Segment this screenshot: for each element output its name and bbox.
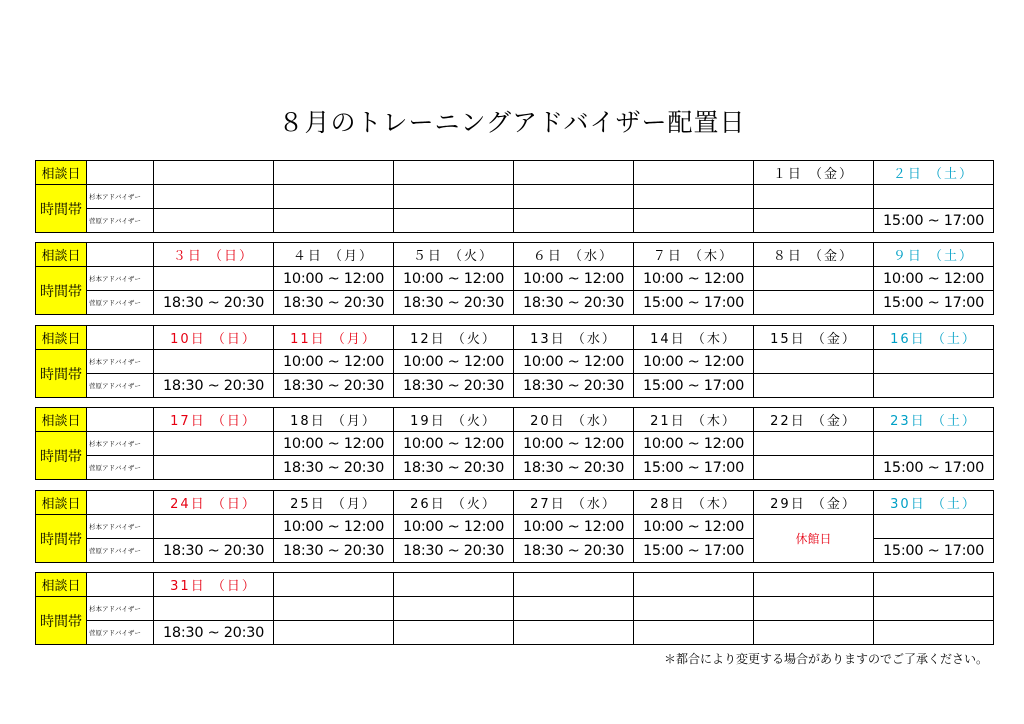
day-cell: 27日 （水） xyxy=(514,491,634,515)
adviser-a-label: 杉本アドバイザー xyxy=(87,350,154,374)
time-cell: 15:00 ~ 17:00 xyxy=(874,456,994,480)
day-cell: ３日 （日） xyxy=(154,243,274,267)
time-cell xyxy=(154,597,274,621)
day-cell: ７日 （木） xyxy=(634,243,754,267)
time-cell xyxy=(514,185,634,209)
time-cell: 15:00 ~ 17:00 xyxy=(634,374,754,398)
blank-cell xyxy=(87,408,154,432)
closed-day-cell: 休館日 xyxy=(754,515,874,563)
blank-cell xyxy=(87,243,154,267)
day-cell: ９日 （土） xyxy=(874,243,994,267)
adviser-b-label: 菅原アドバイザー xyxy=(87,539,154,563)
time-cell xyxy=(754,209,874,233)
day-cell: ６日 （水） xyxy=(514,243,634,267)
time-cell xyxy=(154,432,274,456)
time-cell: 18:30 ~ 20:30 xyxy=(514,539,634,563)
time-cell: 18:30 ~ 20:30 xyxy=(514,291,634,315)
blank-cell xyxy=(87,326,154,350)
time-cell: 10:00 ~ 12:00 xyxy=(274,432,394,456)
time-cell xyxy=(874,185,994,209)
time-cell: 18:30 ~ 20:30 xyxy=(274,374,394,398)
time-cell: 18:30 ~ 20:30 xyxy=(394,456,514,480)
blank-cell xyxy=(87,491,154,515)
time-cell xyxy=(754,291,874,315)
time-cell xyxy=(754,621,874,645)
day-cell: 28日 （木） xyxy=(634,491,754,515)
day-cell: 24日 （日） xyxy=(154,491,274,515)
time-cell xyxy=(514,209,634,233)
time-cell: 15:00 ~ 17:00 xyxy=(634,291,754,315)
time-cell xyxy=(514,597,634,621)
adviser-a-label: 杉本アドバイザー xyxy=(87,515,154,539)
time-cell: 10:00 ~ 12:00 xyxy=(514,432,634,456)
time-cell xyxy=(274,209,394,233)
day-cell: ８日 （金） xyxy=(754,243,874,267)
day-cell: 31日 （日） xyxy=(154,573,274,597)
day-cell: 15日 （金） xyxy=(754,326,874,350)
time-slot-label: 時間帯 xyxy=(36,432,87,480)
day-cell xyxy=(634,161,754,185)
day-cell: 14日 （木） xyxy=(634,326,754,350)
time-cell: 10:00 ~ 12:00 xyxy=(394,515,514,539)
day-cell: 26日 （火） xyxy=(394,491,514,515)
day-cell: 10日 （日） xyxy=(154,326,274,350)
time-cell xyxy=(754,267,874,291)
time-cell xyxy=(634,209,754,233)
blank-cell xyxy=(87,161,154,185)
week-block xyxy=(35,490,994,563)
day-cell xyxy=(514,573,634,597)
adviser-a-label: 杉本アドバイザー xyxy=(87,185,154,209)
time-slot-label: 時間帯 xyxy=(36,267,87,315)
day-cell: 25日 （月） xyxy=(274,491,394,515)
time-cell: 10:00 ~ 12:00 xyxy=(274,350,394,374)
time-cell: 18:30 ~ 20:30 xyxy=(154,291,274,315)
time-cell: 15:00 ~ 17:00 xyxy=(874,539,994,563)
time-cell: 18:30 ~ 20:30 xyxy=(274,291,394,315)
time-cell: 10:00 ~ 12:00 xyxy=(634,432,754,456)
time-cell xyxy=(754,374,874,398)
day-cell xyxy=(874,573,994,597)
consult-day-label: 相談日 xyxy=(36,491,87,515)
page-title: ８月のトレーニングアドバイザー配置日 xyxy=(278,108,746,137)
day-cell: 11日 （月） xyxy=(274,326,394,350)
time-cell xyxy=(754,456,874,480)
time-cell: 10:00 ~ 12:00 xyxy=(394,267,514,291)
time-cell: 18:30 ~ 20:30 xyxy=(394,539,514,563)
time-cell: 10:00 ~ 12:00 xyxy=(514,267,634,291)
day-cell xyxy=(274,573,394,597)
day-cell xyxy=(154,161,274,185)
time-cell: 18:30 ~ 20:30 xyxy=(394,374,514,398)
time-cell xyxy=(274,621,394,645)
time-cell: 15:00 ~ 17:00 xyxy=(874,291,994,315)
adviser-a-label: 杉本アドバイザー xyxy=(87,432,154,456)
adviser-b-label: 菅原アドバイザー xyxy=(87,621,154,645)
time-cell xyxy=(154,267,274,291)
consult-day-label: 相談日 xyxy=(36,326,87,350)
blank-cell xyxy=(87,573,154,597)
time-cell xyxy=(154,515,274,539)
time-cell: 18:30 ~ 20:30 xyxy=(154,539,274,563)
time-cell: 10:00 ~ 12:00 xyxy=(514,515,634,539)
week-block xyxy=(35,572,994,645)
consult-day-label: 相談日 xyxy=(36,573,87,597)
consult-day-label: 相談日 xyxy=(36,161,87,185)
time-cell xyxy=(274,185,394,209)
time-cell xyxy=(154,185,274,209)
time-cell xyxy=(754,185,874,209)
time-slot-label: 時間帯 xyxy=(36,597,87,645)
time-cell: 18:30 ~ 20:30 xyxy=(274,539,394,563)
time-cell: 18:30 ~ 20:30 xyxy=(394,291,514,315)
time-cell: 10:00 ~ 12:00 xyxy=(634,350,754,374)
day-cell xyxy=(754,573,874,597)
adviser-b-label: 菅原アドバイザー xyxy=(87,374,154,398)
day-cell: １日 （金） xyxy=(754,161,874,185)
day-cell: ２日 （土） xyxy=(874,161,994,185)
time-cell: 10:00 ~ 12:00 xyxy=(634,515,754,539)
day-cell: 29日 （金） xyxy=(754,491,874,515)
time-slot-label: 時間帯 xyxy=(36,185,87,233)
adviser-a-label: 杉本アドバイザー xyxy=(87,597,154,621)
time-cell xyxy=(874,515,994,539)
day-cell xyxy=(394,161,514,185)
time-cell: 18:30 ~ 20:30 xyxy=(514,456,634,480)
time-cell: 18:30 ~ 20:30 xyxy=(274,456,394,480)
day-cell: ５日 （火） xyxy=(394,243,514,267)
time-cell xyxy=(394,621,514,645)
time-cell xyxy=(874,597,994,621)
time-cell xyxy=(154,350,274,374)
adviser-b-label: 菅原アドバイザー xyxy=(87,291,154,315)
time-cell xyxy=(154,209,274,233)
time-cell xyxy=(874,621,994,645)
day-cell xyxy=(394,573,514,597)
time-cell: 15:00 ~ 17:00 xyxy=(634,456,754,480)
time-cell xyxy=(754,597,874,621)
time-cell: 10:00 ~ 12:00 xyxy=(274,267,394,291)
time-cell: 15:00 ~ 17:00 xyxy=(874,209,994,233)
time-cell xyxy=(394,185,514,209)
day-cell: 19日 （火） xyxy=(394,408,514,432)
consult-day-label: 相談日 xyxy=(36,408,87,432)
day-cell: 21日 （木） xyxy=(634,408,754,432)
time-cell xyxy=(514,621,634,645)
adviser-b-label: 菅原アドバイザー xyxy=(87,209,154,233)
time-cell xyxy=(154,456,274,480)
adviser-b-label: 菅原アドバイザー xyxy=(87,456,154,480)
time-slot-label: 時間帯 xyxy=(36,515,87,563)
week-block xyxy=(35,242,994,315)
time-cell: 15:00 ~ 17:00 xyxy=(634,539,754,563)
day-cell xyxy=(514,161,634,185)
day-cell: 20日 （水） xyxy=(514,408,634,432)
day-cell xyxy=(274,161,394,185)
consult-day-label: 相談日 xyxy=(36,243,87,267)
time-cell xyxy=(754,350,874,374)
time-cell: 10:00 ~ 12:00 xyxy=(874,267,994,291)
time-cell xyxy=(754,432,874,456)
time-cell xyxy=(874,432,994,456)
week-block xyxy=(35,407,994,480)
day-cell: 22日 （金） xyxy=(754,408,874,432)
time-cell: 10:00 ~ 12:00 xyxy=(394,432,514,456)
time-cell xyxy=(394,597,514,621)
time-cell: 18:30 ~ 20:30 xyxy=(154,621,274,645)
time-cell xyxy=(634,621,754,645)
time-cell xyxy=(394,209,514,233)
time-cell: 10:00 ~ 12:00 xyxy=(634,267,754,291)
time-cell xyxy=(874,350,994,374)
adviser-a-label: 杉本アドバイザー xyxy=(87,267,154,291)
footnote: ＊都合により変更する場合がありますのでご了承ください。 xyxy=(663,652,988,666)
time-cell: 10:00 ~ 12:00 xyxy=(274,515,394,539)
time-cell: 10:00 ~ 12:00 xyxy=(514,350,634,374)
time-cell xyxy=(634,185,754,209)
time-cell xyxy=(634,597,754,621)
day-cell: ４日 （月） xyxy=(274,243,394,267)
week-block xyxy=(35,160,994,233)
time-cell: 10:00 ~ 12:00 xyxy=(394,350,514,374)
day-cell: 12日 （火） xyxy=(394,326,514,350)
day-cell: 16日 （土） xyxy=(874,326,994,350)
time-cell xyxy=(274,597,394,621)
day-cell xyxy=(634,573,754,597)
time-slot-label: 時間帯 xyxy=(36,350,87,398)
time-cell: 18:30 ~ 20:30 xyxy=(514,374,634,398)
day-cell: 18日 （月） xyxy=(274,408,394,432)
week-block xyxy=(35,325,994,398)
day-cell: 13日 （水） xyxy=(514,326,634,350)
day-cell: 23日 （土） xyxy=(874,408,994,432)
time-cell: 18:30 ~ 20:30 xyxy=(154,374,274,398)
day-cell: 17日 （日） xyxy=(154,408,274,432)
day-cell: 30日 （土） xyxy=(874,491,994,515)
time-cell xyxy=(874,374,994,398)
